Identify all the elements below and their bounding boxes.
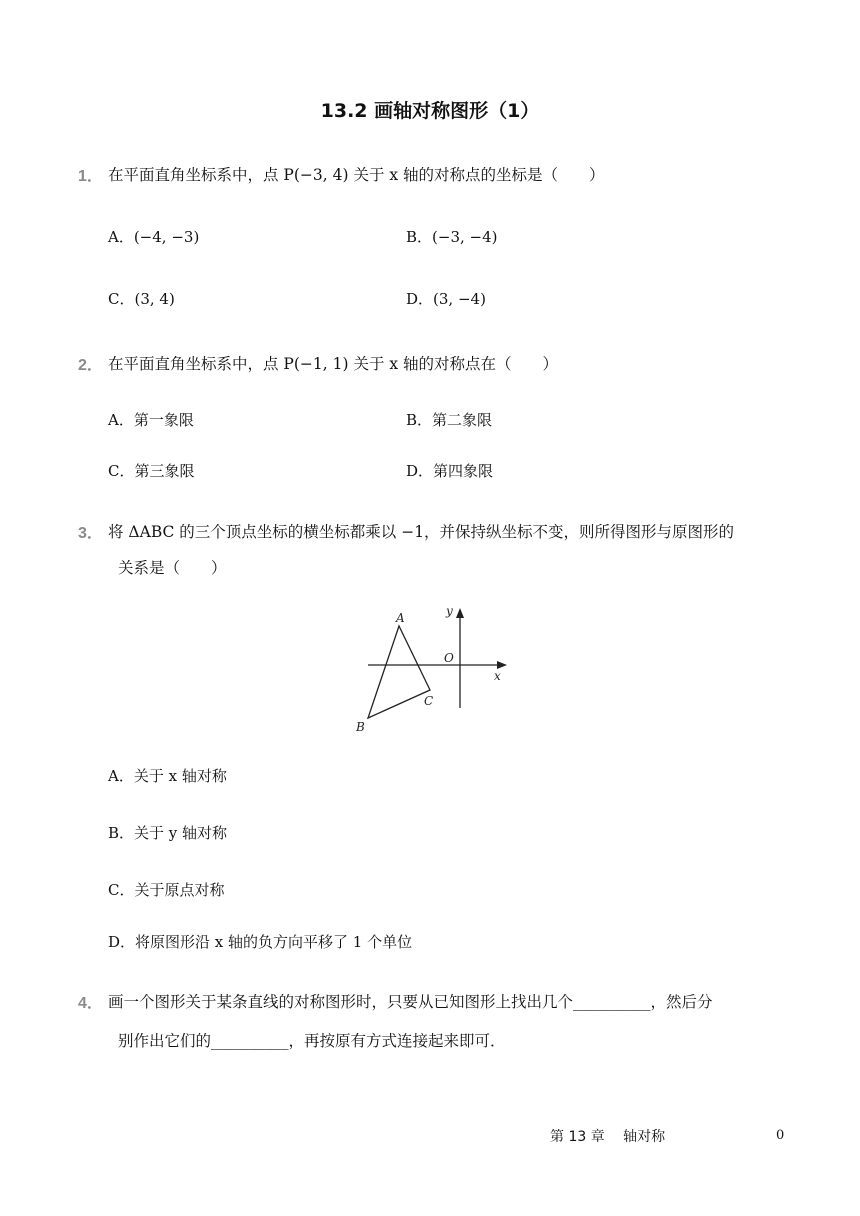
question-3-option-a: A．关于 x 轴对称 (108, 767, 227, 785)
question-2-option-a: A．第一象限 (108, 411, 194, 429)
page-title: 13.2 画轴对称图形（1） (320, 100, 540, 122)
question-3-option-b: B．关于 y 轴对称 (108, 824, 228, 842)
question-1-option-b: B．(−3, −4) (406, 228, 498, 246)
question-3-text-line1: 将 ΔABC 的三个顶点坐标的横坐标都乘以 −1，并保持纵坐标不变，则所得图形与原图形的 (108, 523, 735, 541)
question-2-number: 2． (78, 357, 103, 374)
question-1-option-d: D．(3, −4) (406, 290, 486, 308)
footer-chapter-label: 第 13 章 轴对称 (550, 1129, 666, 1145)
question-1-option-a: A．(−4, −3) (108, 228, 200, 246)
question-1-number: 1． (78, 168, 103, 185)
question-3-triangle-figure (350, 600, 520, 740)
origin-label: O (444, 651, 454, 665)
question-2-option-d: D．第四象限 (406, 462, 494, 480)
vertex-b-label: B (356, 720, 365, 734)
question-1-option-c: C．(3, 4) (108, 290, 175, 308)
question-2-text: 在平面直角坐标系中，点 P(−1, 1) 关于 x 轴的对称点在（ ） (108, 355, 559, 373)
question-3-option-c: C．关于原点对称 (108, 881, 225, 899)
question-4-text-line1: 画一个图形关于某条直线的对称图形时，只要从已知图形上找出几个__________，然后分 (108, 993, 713, 1011)
question-4-text-line2: 别作出它们的__________，再按原有方式连接起来即可． (118, 1032, 506, 1050)
triangle-abc (368, 626, 430, 718)
question-2-option-b: B．第二象限 (406, 411, 493, 429)
question-2-option-c: C．第三象限 (108, 462, 195, 480)
y-axis-arrow (456, 608, 464, 618)
question-3-text-line2: 关系是（ ） (118, 559, 227, 577)
vertex-a-label: A (396, 611, 405, 625)
question-4-number: 4． (78, 995, 103, 1012)
x-axis-arrow (497, 661, 507, 669)
y-axis-label: y (446, 604, 453, 618)
footer-page-number: 0 (776, 1128, 785, 1143)
question-3-number: 3． (78, 525, 103, 542)
x-axis-label: x (494, 669, 501, 683)
question-1-text: 在平面直角坐标系中，点 P(−3, 4) 关于 x 轴的对称点的坐标是（ ） (108, 166, 605, 184)
question-3-option-d: D．将原图形沿 x 轴的负方向平移了 1 个单位 (108, 933, 413, 951)
vertex-c-label: C (424, 694, 434, 708)
